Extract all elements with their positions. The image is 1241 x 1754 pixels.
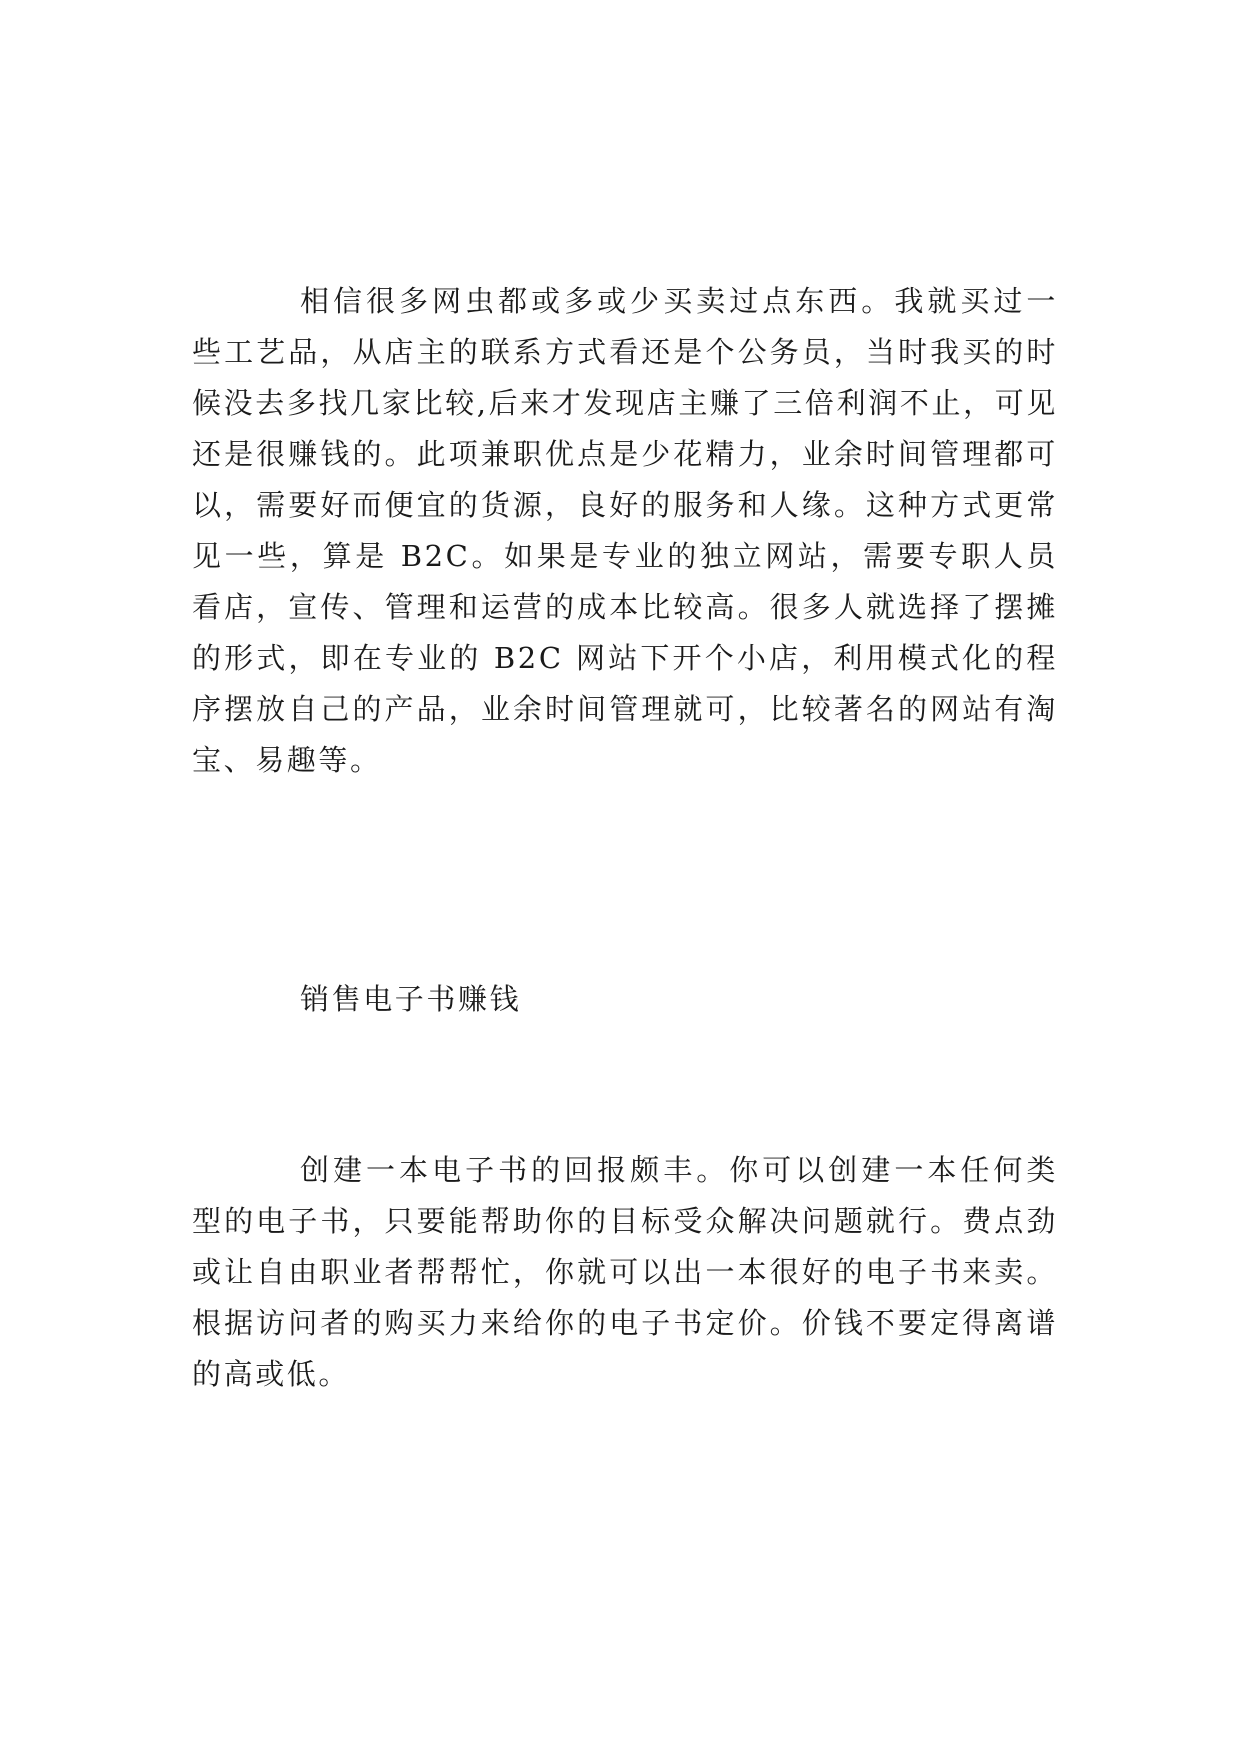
section-heading: 销售电子书赚钱 xyxy=(300,982,522,1016)
body-paragraph: 创建一本电子书的回报颇丰。你可以创建一本任何类型的电子书，只要能帮助你的目标受众解决问题就行。费点劲或让自由职业者帮帮忙，你就可以出一本很好的电子书来卖。根据访问者的购买力来给你的电子书定价。价钱不要定得离谱的高或低。 xyxy=(192,1153,1058,1391)
body-paragraph: 相信很多网虫都或多或少买卖过点东西。我就买过一些工艺品，从店主的联系方式看还是个公务员，当时我买的时候没去多找几家比较,后来才发现店主赚了三倍利润不止，可见还是很赚钱的。此项兼职优点是少花精力，业余时间管理都可以，需要好而便宜的货源，良好的服务和人缘。这种方式更常见一些，算是 B2C。如果是专业的独立网站，需要专职人员看店，宣传、管理和运营的成本比较高。很多人就选择了摆摊的形式，即在专业的 B2C 网站下开个小店，利用模式化的程序摆放自己的产品，业余时间管理就可，比较著名的网站有淘宝、易趣等。 xyxy=(192,284,1058,777)
